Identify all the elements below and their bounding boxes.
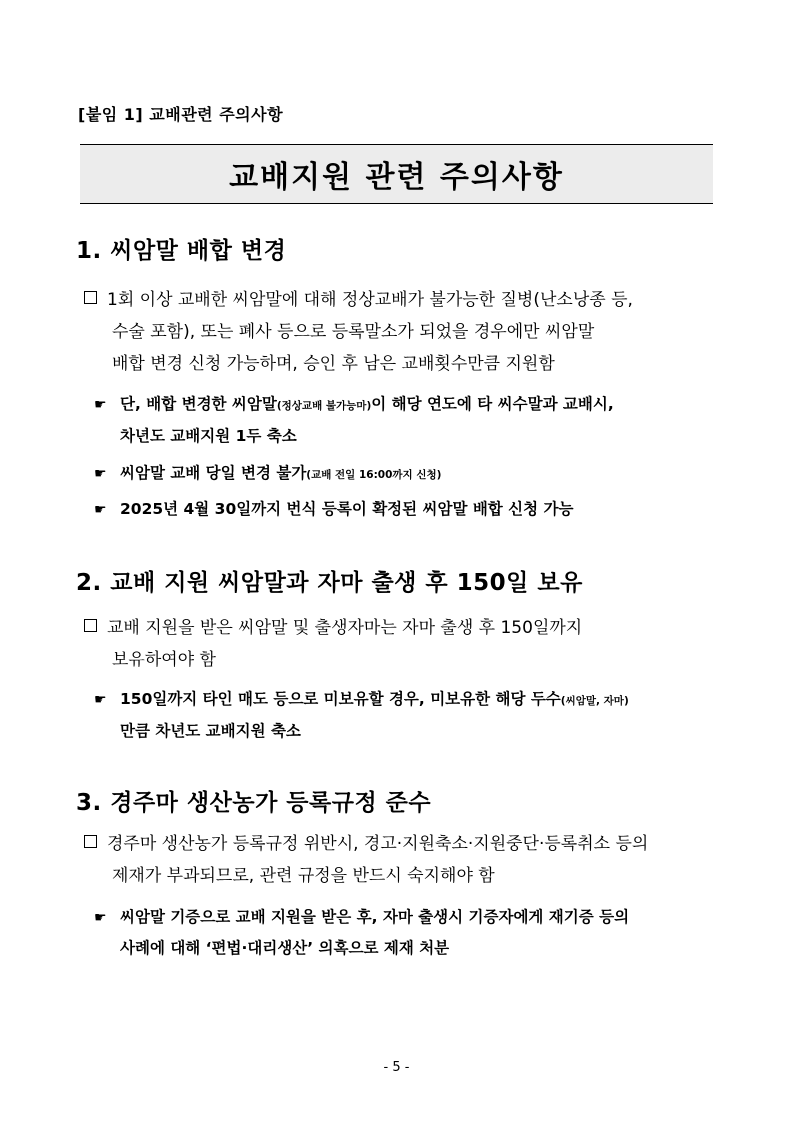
note-text: 단, 배합 변경한 씨암말 bbox=[120, 395, 277, 413]
section-1-heading: 1. 씨암말 배합 변경 bbox=[76, 238, 287, 264]
title-banner bbox=[80, 144, 713, 204]
pointing-hand-icon: ☛ bbox=[94, 466, 107, 482]
pointing-hand-icon: ☛ bbox=[94, 397, 107, 413]
para-line: 1회 이상 교배한 씨암말에 대해 정상교배가 불가능한 질병(난소낭종 등, bbox=[107, 290, 633, 310]
note-text: 사례에 대해 ‘편법·대리생산’ 의혹으로 제재 처분 bbox=[120, 939, 450, 957]
para-line: 교배 지원을 받은 씨암말 및 출생자마는 자마 출생 후 150일까지 bbox=[107, 618, 583, 638]
para-line: 경주마 생산농가 등록규정 위반시, 경고·지원축소·지원중단·등록취소 등의 bbox=[107, 834, 649, 854]
note-small-text: (교배 전일 16:00까지 신청) bbox=[306, 469, 442, 481]
checkbox-bullet-icon bbox=[84, 291, 97, 304]
note-text: 2025년 4월 30일까지 번식 등록이 확정된 씨암말 배합 신청 가능 bbox=[120, 500, 574, 518]
note-small-text: (씨암말, 자마) bbox=[560, 695, 629, 707]
attachment-label: [붙임 1] 교배관련 주의사항 bbox=[78, 105, 284, 124]
section-3-paragraph bbox=[84, 828, 720, 892]
para-line: 제재가 부과되므로, 관련 규정을 반드시 숙지해야 함 bbox=[112, 866, 495, 886]
section-1-note-1 bbox=[94, 389, 722, 451]
checkbox-bullet-icon bbox=[84, 619, 97, 632]
pointing-hand-icon: ☛ bbox=[94, 502, 107, 518]
note-text: 이 해당 연도에 타 씨수말과 교배시, bbox=[371, 395, 614, 413]
note-text: 만큼 차년도 교배지원 축소 bbox=[120, 722, 301, 740]
note-small-text: (정상교배 불가능마) bbox=[276, 400, 372, 412]
note-text: 차년도 교배지원 1두 축소 bbox=[120, 427, 297, 445]
section-3-note-1 bbox=[94, 902, 722, 963]
checkbox-bullet-icon bbox=[84, 835, 97, 848]
page-number: - 5 - bbox=[383, 1060, 410, 1075]
page-title: 교배지원 관련 주의사항 bbox=[229, 160, 564, 195]
pointing-hand-icon: ☛ bbox=[94, 910, 107, 926]
para-line: 배합 변경 신청 가능하며, 승인 후 남은 교배횟수만큼 지원함 bbox=[112, 354, 555, 374]
section-1-paragraph bbox=[84, 284, 720, 380]
section-2-heading: 2. 교배 지원 씨암말과 자마 출생 후 150일 보유 bbox=[76, 570, 583, 596]
section-1-note-2 bbox=[94, 458, 722, 490]
para-line: 수술 포함), 또는 폐사 등으로 등록말소가 되었을 경우에만 씨암말 bbox=[112, 322, 595, 342]
para-line: 보유하여야 함 bbox=[112, 650, 216, 670]
note-text: 씨암말 기증으로 교배 지원을 받은 후, 자마 출생시 기증자에게 재기증 등의 bbox=[120, 908, 630, 926]
section-1-note-3 bbox=[94, 494, 722, 525]
section-3-heading: 3. 경주마 생산농가 등록규정 준수 bbox=[76, 790, 432, 816]
note-text: 씨암말 교배 당일 변경 불가 bbox=[120, 464, 307, 482]
pointing-hand-icon: ☛ bbox=[94, 692, 107, 708]
section-2-paragraph bbox=[84, 612, 720, 676]
note-text: 150일까지 타인 매도 등으로 미보유할 경우, 미보유한 해당 두수 bbox=[120, 690, 561, 708]
section-2-note-1 bbox=[94, 684, 722, 746]
